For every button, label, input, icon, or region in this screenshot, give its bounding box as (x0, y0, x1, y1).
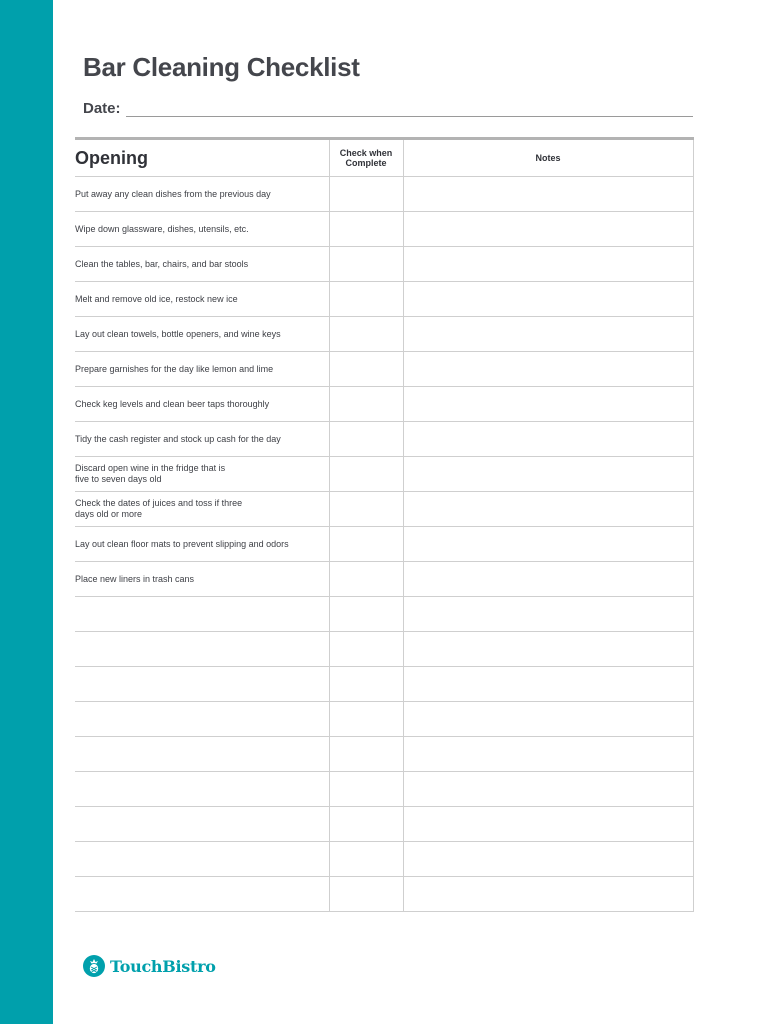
check-cell[interactable] (329, 737, 403, 772)
notes-cell[interactable] (403, 842, 693, 877)
check-cell[interactable] (329, 667, 403, 702)
check-cell[interactable] (329, 632, 403, 667)
task-cell (75, 282, 329, 317)
table-row (75, 667, 693, 702)
notes-cell[interactable] (403, 387, 693, 422)
task-cell (75, 457, 329, 492)
task-text: Lay out clean towels, bottle openers, and wine keys (75, 328, 281, 339)
task-cell (75, 667, 329, 702)
table-row (75, 597, 693, 632)
check-header-line-2: Complete (345, 158, 387, 168)
check-header-line-1: Check when (339, 148, 393, 158)
table-row (75, 212, 693, 247)
task-cell (75, 422, 329, 457)
table-row (75, 737, 693, 772)
date-label: Date: (83, 100, 121, 117)
task-text: Put away any clean dishes from the previous day (75, 188, 271, 199)
table-row (75, 807, 693, 842)
notes-cell[interactable] (403, 667, 693, 702)
task-cell (75, 772, 329, 807)
check-column-header (329, 139, 403, 177)
page-title: Bar Cleaning Checklist (83, 52, 360, 82)
table-row (75, 562, 693, 597)
task-text: Prepare garnishes for the day like lemon and lime (75, 363, 274, 374)
table-row (75, 842, 693, 877)
task-cell (75, 527, 329, 562)
task-text: five to seven days old (75, 474, 162, 484)
side-color-band (0, 0, 53, 1024)
table-row (75, 282, 693, 317)
check-cell[interactable] (329, 807, 403, 842)
notes-cell[interactable] (403, 422, 693, 457)
task-cell (75, 842, 329, 877)
table-row (75, 527, 693, 562)
task-cell (75, 632, 329, 667)
task-text: Clean the tables, bar, chairs, and bar stools (75, 258, 249, 269)
task-cell (75, 177, 329, 212)
check-cell[interactable] (329, 317, 403, 352)
brand-logo (83, 953, 216, 979)
notes-cell[interactable] (403, 317, 693, 352)
notes-cell[interactable] (403, 737, 693, 772)
brand-name-part-2: Bistro (162, 956, 216, 976)
check-cell[interactable] (329, 492, 403, 527)
notes-cell[interactable] (403, 177, 693, 212)
task-text: Check keg levels and clean beer taps thoroughly (75, 398, 270, 409)
date-underline[interactable] (126, 116, 693, 117)
notes-cell[interactable] (403, 352, 693, 387)
notes-cell[interactable] (403, 212, 693, 247)
notes-cell[interactable] (403, 247, 693, 282)
notes-cell[interactable] (403, 632, 693, 667)
table-row (75, 492, 693, 527)
pineapple-logo-icon (83, 955, 105, 977)
table-row (75, 177, 693, 212)
task-text: days old or more (75, 509, 143, 519)
section-title: Opening (75, 139, 329, 177)
task-text: Place new liners in trash cans (75, 573, 195, 584)
notes-cell[interactable] (403, 772, 693, 807)
notes-cell[interactable] (403, 702, 693, 737)
task-cell (75, 597, 329, 632)
notes-cell[interactable] (403, 527, 693, 562)
task-text: Check the dates of juices and toss if three (75, 498, 243, 508)
task-cell (75, 807, 329, 842)
task-text: Lay out clean floor mats to prevent slipping and odors (75, 538, 289, 549)
table-row (75, 632, 693, 667)
task-cell (75, 737, 329, 772)
notes-cell[interactable] (403, 562, 693, 597)
task-text: Tidy the cash register and stock up cash for the day (75, 433, 281, 444)
check-cell[interactable] (329, 842, 403, 877)
table-row (75, 772, 693, 807)
table-row (75, 422, 693, 457)
task-text: Wipe down glassware, dishes, utensils, etc. (75, 223, 249, 234)
task-cell (75, 317, 329, 352)
task-cell (75, 492, 329, 527)
check-cell[interactable] (329, 877, 403, 912)
check-cell[interactable] (329, 562, 403, 597)
check-cell[interactable] (329, 212, 403, 247)
task-cell (75, 702, 329, 737)
check-cell[interactable] (329, 527, 403, 562)
table-row (75, 247, 693, 282)
task-cell (75, 352, 329, 387)
task-text: Discard open wine in the fridge that is (75, 463, 226, 473)
check-cell[interactable] (329, 247, 403, 282)
notes-cell[interactable] (403, 492, 693, 527)
checklist-table (75, 137, 694, 912)
table-row (75, 317, 693, 352)
notes-cell[interactable] (403, 282, 693, 317)
notes-cell[interactable] (403, 597, 693, 632)
task-cell (75, 562, 329, 597)
task-cell (75, 877, 329, 912)
table-row (75, 387, 693, 422)
table-row (75, 457, 693, 492)
notes-cell[interactable] (403, 457, 693, 492)
check-cell[interactable] (329, 422, 403, 457)
table-row (75, 877, 693, 912)
check-cell[interactable] (329, 597, 403, 632)
notes-cell[interactable] (403, 877, 693, 912)
brand-name-part-1: Touch (110, 956, 163, 976)
table-header-row (75, 139, 693, 177)
check-cell[interactable] (329, 387, 403, 422)
check-cell[interactable] (329, 702, 403, 737)
date-field[interactable] (83, 99, 693, 119)
task-cell (75, 387, 329, 422)
task-cell (75, 247, 329, 282)
notes-cell[interactable] (403, 807, 693, 842)
task-text: Melt and remove old ice, restock new ice (75, 293, 238, 304)
task-cell (75, 212, 329, 247)
check-cell[interactable] (329, 282, 403, 317)
table-row (75, 702, 693, 737)
table-row (75, 352, 693, 387)
check-cell[interactable] (329, 177, 403, 212)
brand-name (110, 957, 216, 976)
check-cell[interactable] (329, 352, 403, 387)
check-cell[interactable] (329, 457, 403, 492)
check-cell[interactable] (329, 772, 403, 807)
notes-column-header: Notes (403, 139, 693, 177)
